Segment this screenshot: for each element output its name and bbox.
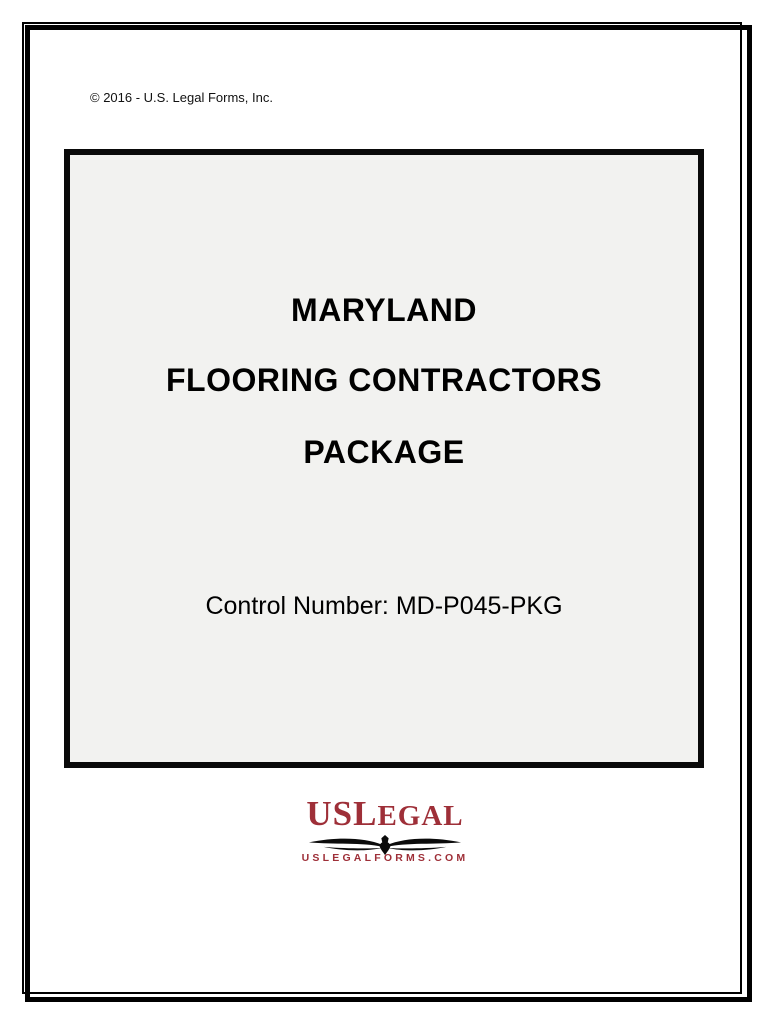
- cover-box: [64, 149, 704, 768]
- cover-title-package: PACKAGE: [303, 434, 465, 470]
- logo-wordmark-large: USL: [306, 794, 378, 833]
- copyright-text: © 2016 - U.S. Legal Forms, Inc.: [90, 90, 273, 105]
- logo-wordmark-small: EGAL: [377, 800, 464, 832]
- cover-title-category: FLOORING CONTRACTORS: [165, 362, 603, 398]
- control-number: Control Number: MD-P045-PKG: [205, 592, 563, 620]
- logo-domain-text: USLEGALFORMS.COM: [301, 852, 469, 864]
- logo-wordmark: [0, 794, 770, 841]
- cover-title-state: MARYLAND: [291, 292, 477, 328]
- uslegal-logo: [0, 794, 770, 864]
